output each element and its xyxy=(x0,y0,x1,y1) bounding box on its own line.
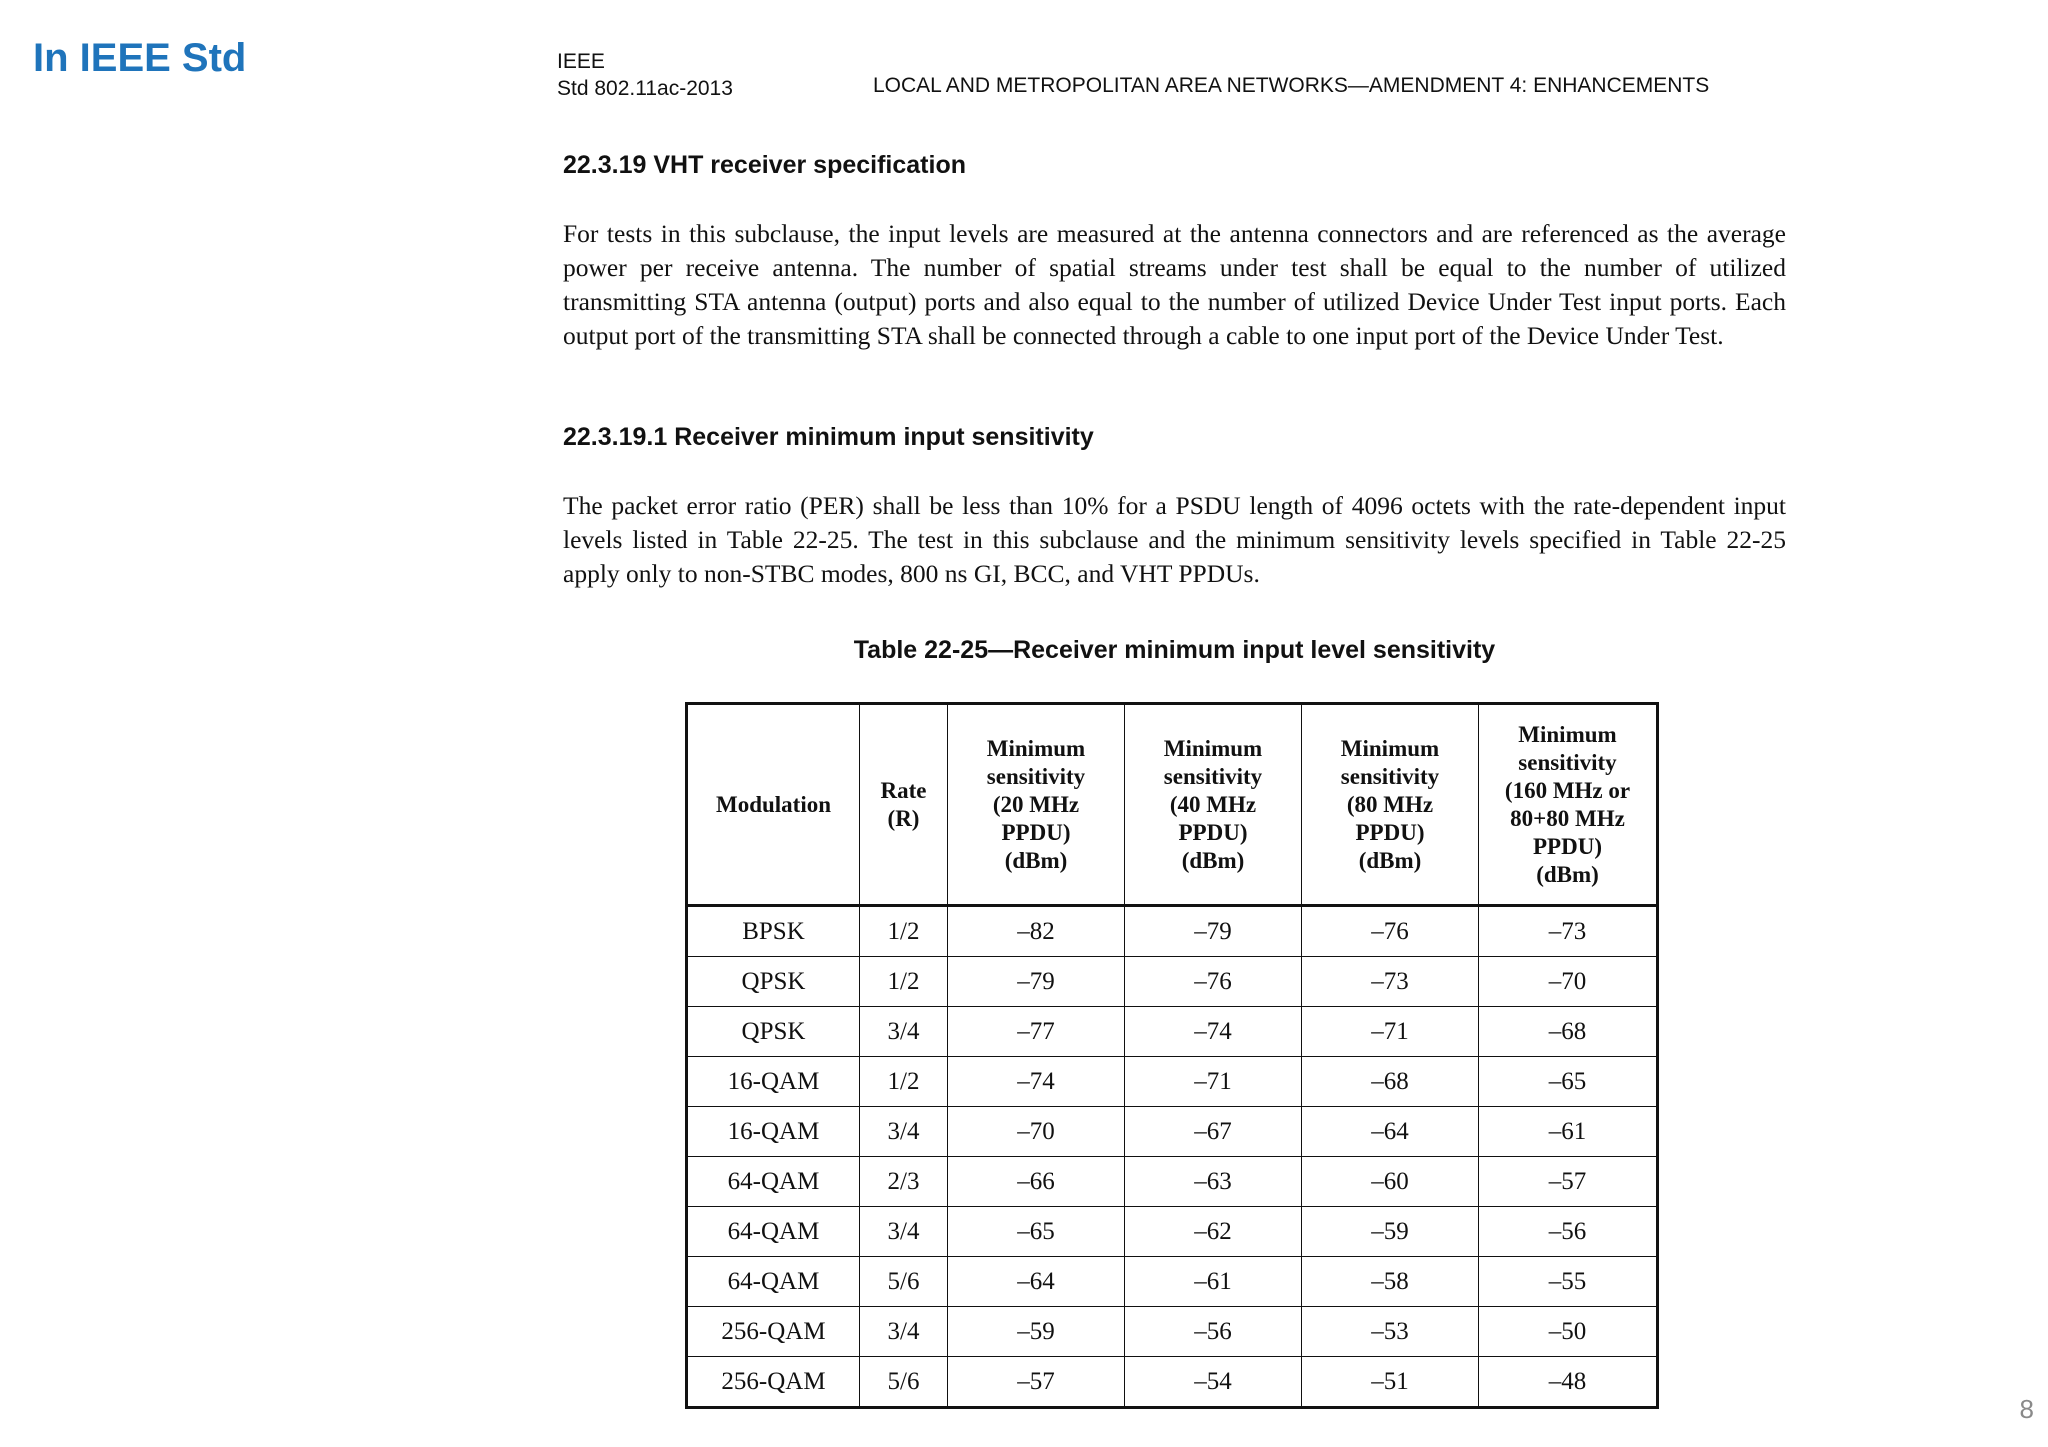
header-line: (dBm) xyxy=(1004,847,1068,873)
header-line: PPDU) xyxy=(1533,833,1602,859)
header-line: Rate xyxy=(880,777,927,803)
section-paragraph-test-levels: For tests in this subclause, the input levels are measured at the antenna connectors and are referenced as the average power per receive antenna. The number of spatial streams under test shall be equal to the number of utilized transmitting STA antenna (output) ports and also equal to the number of utilized Device Under Test input ports. Each output port of the transmitting STA shall be connected through a cable to one input port of the Device Under Test. xyxy=(563,219,1786,350)
cell-rate: 3/4 xyxy=(860,1007,948,1057)
header-80mhz xyxy=(1302,704,1479,906)
header-line: sensitivity xyxy=(1340,763,1440,789)
header-line: (R) xyxy=(887,805,920,831)
page-number: 8 xyxy=(2019,1394,2034,1424)
doc-header-designation xyxy=(557,48,733,102)
section-paragraph-per: The packet error ratio (PER) shall be less than 10% for a PSDU length of 4096 octets with the rate-dependent input levels listed in Table 22-25. The test in this subclause and the minimum sensitivity levels specified in Table 22-25 apply only to non-STBC modes, 800 ns GI, BCC, and VHT PPDUs. xyxy=(563,491,1786,588)
cell-rate: 5/6 xyxy=(860,1357,948,1408)
cell-rate: 1/2 xyxy=(860,957,948,1007)
cell-40mhz: –56 xyxy=(1125,1307,1302,1357)
cell-80mhz: –73 xyxy=(1302,957,1479,1007)
cell-40mhz: –79 xyxy=(1125,906,1302,957)
cell-160mhz: –65 xyxy=(1479,1057,1658,1107)
cell-rate: 3/4 xyxy=(860,1207,948,1257)
header-line: (dBm) xyxy=(1536,861,1599,887)
table-row xyxy=(687,1357,1658,1408)
cell-20mhz: –77 xyxy=(948,1007,1125,1057)
header-line: (20 MHz xyxy=(992,791,1080,817)
slide-title: In IEEE Std xyxy=(33,36,247,80)
cell-160mhz: –56 xyxy=(1479,1207,1658,1257)
cell-20mhz: –79 xyxy=(948,957,1125,1007)
doc-header-ieee: IEEE xyxy=(557,50,605,73)
header-line: Minimum xyxy=(1518,721,1617,747)
table-body xyxy=(687,906,1658,1408)
cell-160mhz: –61 xyxy=(1479,1107,1658,1157)
header-line: sensitivity xyxy=(986,763,1086,789)
cell-rate: 3/4 xyxy=(860,1307,948,1357)
header-line: (160 MHz or xyxy=(1504,777,1631,803)
cell-rate: 2/3 xyxy=(860,1157,948,1207)
cell-modulation: 256-QAM xyxy=(687,1307,860,1357)
cell-20mhz: –74 xyxy=(948,1057,1125,1107)
cell-20mhz: –70 xyxy=(948,1107,1125,1157)
cell-80mhz: –68 xyxy=(1302,1057,1479,1107)
header-rate xyxy=(860,704,948,906)
cell-80mhz: –64 xyxy=(1302,1107,1479,1157)
cell-160mhz: –70 xyxy=(1479,957,1658,1007)
header-line: (dBm) xyxy=(1181,847,1245,873)
cell-20mhz: –64 xyxy=(948,1257,1125,1307)
cell-rate: 1/2 xyxy=(860,906,948,957)
header-line: Minimum xyxy=(986,735,1086,761)
table-row xyxy=(687,957,1658,1007)
table-row xyxy=(687,1057,1658,1107)
header-line: 80+80 MHz xyxy=(1510,805,1625,831)
cell-80mhz: –53 xyxy=(1302,1307,1479,1357)
cell-80mhz: –71 xyxy=(1302,1007,1479,1057)
cell-160mhz: –50 xyxy=(1479,1307,1658,1357)
section-heading-vht-receiver: 22.3.19 VHT receiver specification xyxy=(563,151,966,179)
table-row xyxy=(687,1207,1658,1257)
header-line: Minimum xyxy=(1163,735,1263,761)
table-row xyxy=(687,1257,1658,1307)
header-line: (dBm) xyxy=(1358,847,1422,873)
header-20mhz xyxy=(948,704,1125,906)
cell-modulation: 64-QAM xyxy=(687,1257,860,1307)
cell-80mhz: –59 xyxy=(1302,1207,1479,1257)
sensitivity-table xyxy=(685,702,1659,1409)
cell-160mhz: –55 xyxy=(1479,1257,1658,1307)
cell-20mhz: –66 xyxy=(948,1157,1125,1207)
header-line: Modulation xyxy=(715,791,832,817)
cell-20mhz: –82 xyxy=(948,906,1125,957)
cell-40mhz: –62 xyxy=(1125,1207,1302,1257)
header-line: sensitivity xyxy=(1163,763,1263,789)
cell-160mhz: –48 xyxy=(1479,1357,1658,1408)
cell-40mhz: –74 xyxy=(1125,1007,1302,1057)
cell-80mhz: –58 xyxy=(1302,1257,1479,1307)
header-line: PPDU) xyxy=(1001,819,1071,845)
cell-40mhz: –54 xyxy=(1125,1357,1302,1408)
header-40mhz xyxy=(1125,704,1302,906)
cell-40mhz: –61 xyxy=(1125,1257,1302,1307)
table-row xyxy=(687,906,1658,957)
cell-40mhz: –71 xyxy=(1125,1057,1302,1107)
table-row xyxy=(687,1007,1658,1057)
header-line: (40 MHz xyxy=(1169,791,1257,817)
cell-modulation: 256-QAM xyxy=(687,1357,860,1408)
cell-modulation: QPSK xyxy=(687,957,860,1007)
cell-160mhz: –57 xyxy=(1479,1157,1658,1207)
cell-80mhz: –60 xyxy=(1302,1157,1479,1207)
cell-modulation: QPSK xyxy=(687,1007,860,1057)
header-line: PPDU) xyxy=(1178,819,1248,845)
cell-modulation: BPSK xyxy=(687,906,860,957)
cell-20mhz: –65 xyxy=(948,1207,1125,1257)
cell-40mhz: –63 xyxy=(1125,1157,1302,1207)
cell-modulation: 64-QAM xyxy=(687,1207,860,1257)
cell-80mhz: –51 xyxy=(1302,1357,1479,1408)
cell-modulation: 16-QAM xyxy=(687,1107,860,1157)
cell-modulation: 16-QAM xyxy=(687,1057,860,1107)
table-row xyxy=(687,1307,1658,1357)
cell-20mhz: –57 xyxy=(948,1357,1125,1408)
cell-modulation: 64-QAM xyxy=(687,1157,860,1207)
doc-header-std-number: Std 802.11ac-2013 xyxy=(557,77,733,100)
cell-20mhz: –59 xyxy=(948,1307,1125,1357)
header-160mhz xyxy=(1479,704,1658,906)
header-line: (80 MHz xyxy=(1346,791,1434,817)
doc-header-title: LOCAL AND METROPOLITAN AREA NETWORKS—AMENDMENT 4: ENHANCEMENTS xyxy=(873,74,1710,97)
header-line: Minimum xyxy=(1340,735,1440,761)
header-modulation xyxy=(687,704,860,906)
table-caption: Table 22-25—Receiver minimum input level sensitivity xyxy=(853,636,1496,664)
cell-40mhz: –67 xyxy=(1125,1107,1302,1157)
cell-rate: 1/2 xyxy=(860,1057,948,1107)
sensitivity-table-container xyxy=(685,702,1659,1409)
header-line: PPDU) xyxy=(1355,819,1425,845)
cell-160mhz: –73 xyxy=(1479,906,1658,957)
header-line: sensitivity xyxy=(1518,749,1617,775)
table-header-row xyxy=(687,704,1658,906)
cell-160mhz: –68 xyxy=(1479,1007,1658,1057)
cell-40mhz: –76 xyxy=(1125,957,1302,1007)
section-heading-min-sensitivity: 22.3.19.1 Receiver minimum input sensitivity xyxy=(563,423,1094,451)
table-row xyxy=(687,1157,1658,1207)
table-row xyxy=(687,1107,1658,1157)
cell-rate: 3/4 xyxy=(860,1107,948,1157)
cell-80mhz: –76 xyxy=(1302,906,1479,957)
cell-rate: 5/6 xyxy=(860,1257,948,1307)
